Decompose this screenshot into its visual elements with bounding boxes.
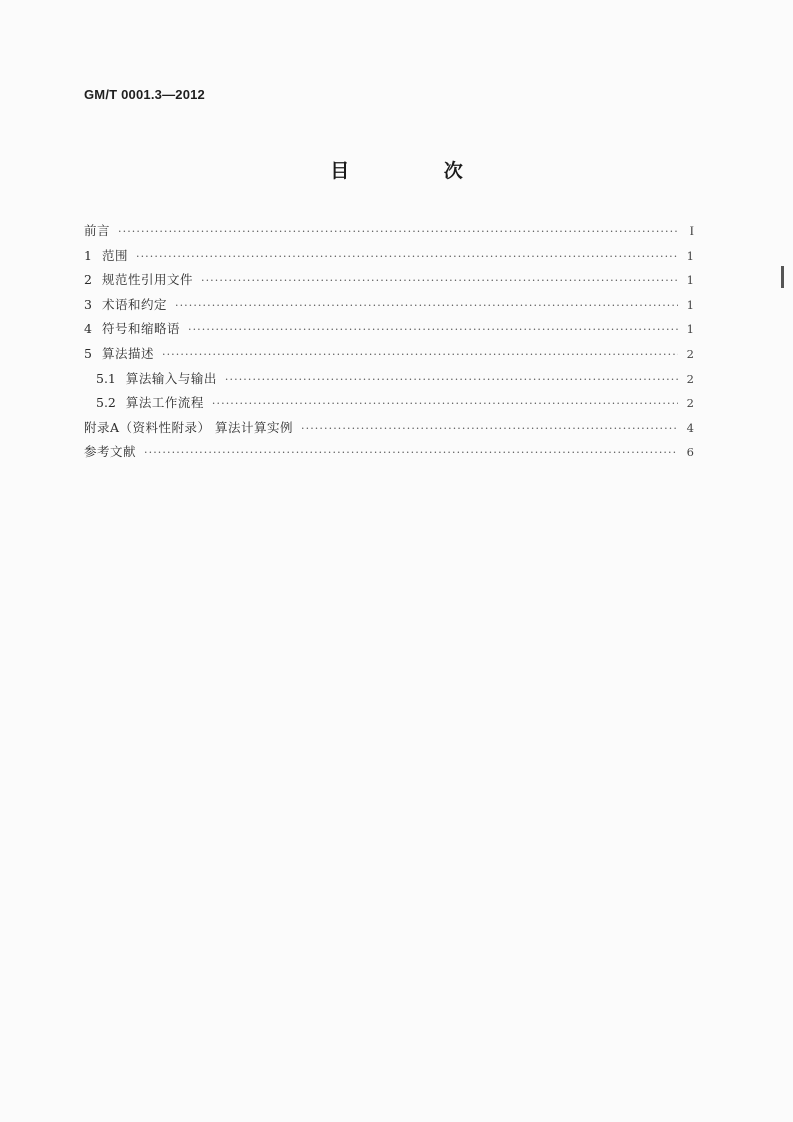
toc-entry-page: 1: [686, 322, 694, 337]
toc-entry-label: 符号和缩略语: [101, 321, 180, 337]
toc-entry-input-output[interactable]: [84, 367, 694, 392]
toc-leader-dots: [188, 318, 678, 343]
toc-entry-number: 5.2: [96, 395, 116, 411]
toc-entry-page: 1: [686, 273, 694, 288]
scan-edge-mark: [781, 266, 784, 288]
toc-entry-page: 2: [686, 371, 694, 386]
toc-entry-label: 范围: [101, 247, 128, 263]
toc-entry-number: 5.1: [96, 370, 116, 386]
table-of-contents: [84, 219, 694, 465]
toc-entry-workflow[interactable]: [84, 391, 694, 416]
toc-entry-page: 2: [686, 396, 694, 411]
toc-entry-page: 1: [686, 297, 694, 312]
toc-entry-bibliography[interactable]: [84, 440, 694, 465]
toc-entry-number: 2: [84, 272, 92, 288]
toc-entry-normative-references[interactable]: [84, 268, 694, 293]
toc-leader-dots: [301, 417, 678, 442]
toc-leader-dots: [175, 294, 678, 319]
toc-entry-label: 参考文献: [84, 444, 137, 460]
toc-entry-page: 1: [686, 248, 694, 263]
toc-entry-page: 6: [686, 445, 694, 460]
toc-leader-dots: [201, 269, 678, 294]
toc-entry-algorithm-description[interactable]: [84, 342, 694, 367]
toc-entry-page: 2: [686, 346, 694, 361]
toc-entry-label: 规范性引用文件: [101, 272, 193, 288]
toc-entry-scope[interactable]: [84, 244, 694, 269]
toc-entry-foreword[interactable]: [84, 219, 694, 244]
standard-code: GM/T 0001.3—2012: [84, 87, 205, 102]
toc-leader-dots: [144, 441, 678, 466]
toc-entry-label: 前言: [84, 223, 111, 238]
toc-title: 目 次: [330, 160, 507, 182]
toc-leader-dots: [162, 343, 678, 368]
toc-entry-label: 算法输入与输出: [125, 370, 217, 386]
toc-entry-number: 4: [84, 321, 92, 337]
toc-entry-label: 算法描述: [101, 345, 154, 361]
toc-leader-dots: [136, 245, 678, 270]
toc-entry-label: 附录A（资料性附录） 算法计算实例: [84, 419, 294, 435]
toc-entry-number: 1: [84, 247, 92, 263]
toc-entry-label: 术语和约定: [101, 296, 167, 312]
toc-entry-number: 3: [84, 296, 92, 312]
toc-entry-page: 4: [686, 420, 694, 435]
toc-leader-dots: [118, 220, 678, 245]
toc-entry-terms[interactable]: [84, 293, 694, 318]
toc-entry-appendix-a[interactable]: [84, 416, 694, 441]
toc-entry-label: 算法工作流程: [125, 395, 204, 411]
toc-leader-dots: [225, 368, 678, 393]
toc-entry-symbols[interactable]: [84, 317, 694, 342]
toc-entry-number: 5: [84, 345, 92, 361]
toc-entry-page: I: [689, 223, 694, 238]
toc-leader-dots: [212, 392, 678, 417]
